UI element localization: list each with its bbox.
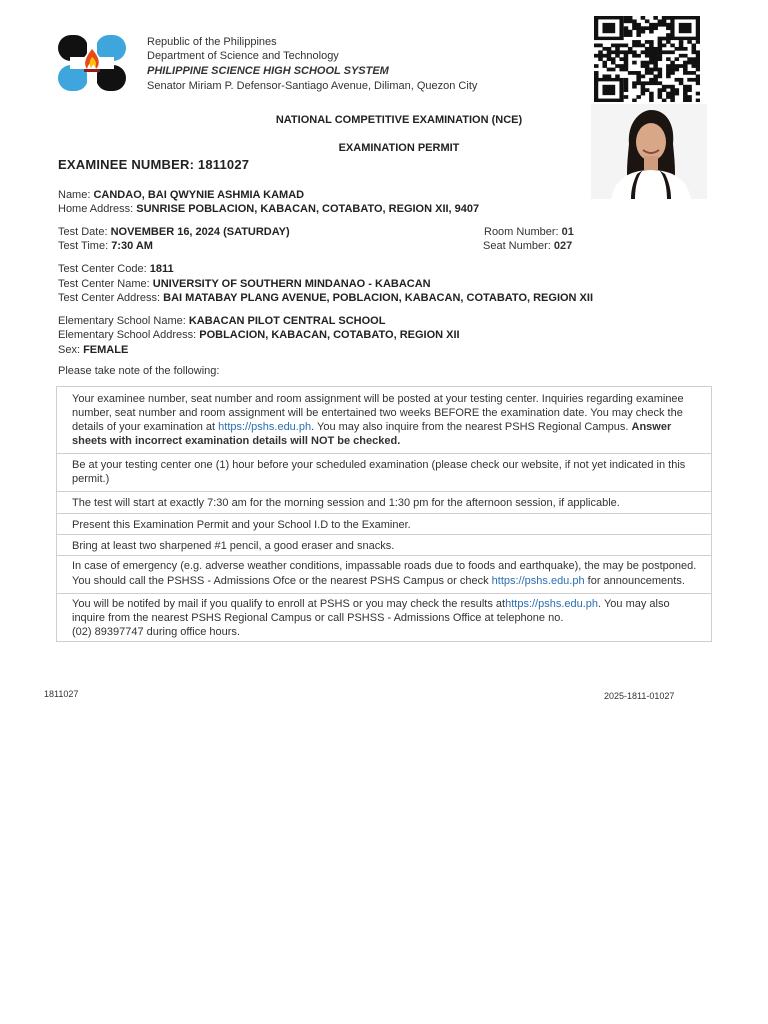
test-center-code-value: 1811 (149, 263, 174, 275)
examinee-number (58, 157, 249, 172)
test-center-name-row (58, 277, 431, 291)
seat-number-label: Seat Number: (483, 240, 554, 252)
note-1-text: Your examinee number, seat number and room assignment will be posted at your testing center. Inquiries regarding examinee number, seat number and room assignment will be entertained two weeks BEFORE the examination date. You may check the details of your examination at (72, 393, 684, 433)
room-number-label: Room Number: (484, 226, 562, 238)
school-address-row (58, 328, 460, 342)
pshs-logo (56, 33, 128, 93)
note-6-link[interactable]: https://pshs.edu.ph (491, 575, 585, 587)
note-1-bold: Answer sheets with incorrect examination details will NOT be checked. (72, 421, 672, 447)
notes-intro: Please take note of the following: (58, 365, 220, 377)
note-1-text-2: . You may also inquire from the nearest PSHS Regional Campus. (311, 421, 632, 433)
name-label: Name: (58, 189, 94, 201)
test-date-label: Test Date: (58, 226, 111, 238)
note-4: Present this Examination Permit and your School I.D to the Examiner. (57, 514, 711, 535)
seat-number-row (483, 239, 572, 253)
note-6 (57, 556, 711, 594)
note-7 (57, 594, 711, 642)
note-7-link[interactable]: https://pshs.edu.ph (505, 598, 599, 610)
examinee-number-value: 1811027 (197, 157, 250, 172)
sex-label: Sex: (58, 344, 84, 356)
note-5: Bring at least two sharpened #1 pencil, a good eraser and snacks. (57, 535, 711, 556)
note-6-text-2: for announcements. (584, 575, 685, 587)
note-1-link[interactable]: https://pshs.edu.ph (218, 421, 312, 433)
seat-number-value: 027 (553, 240, 573, 252)
header-department: Department of Science and Technology (147, 50, 339, 62)
home-address-row (58, 202, 479, 216)
test-time-value: 7:30 AM (111, 240, 153, 252)
test-center-code-row (58, 262, 174, 276)
home-address-value: SUNRISE POBLACION, KABACAN, COTABATO, REGION XII, 9407 (136, 203, 480, 215)
test-center-address-row (58, 291, 593, 305)
test-date-row (58, 225, 290, 239)
test-center-code-label: Test Center Code: (58, 263, 150, 275)
test-time-row (58, 239, 153, 253)
exam-title: NATIONAL COMPETITIVE EXAMINATION (NCE) (275, 114, 523, 126)
sex-row (58, 343, 128, 357)
room-number-value: 01 (561, 226, 574, 238)
note-6-text: In case of emergency (e.g. adverse weather conditions, impassable roads due to foods and earthquake), the may be postponed. You should call the PSHSS - Admissions Ofce or the nearest PSHS Campus or check (72, 560, 697, 587)
header-address: Senator Miriam P. Defensor-Santiago Avenue, Diliman, Quezon City (147, 80, 478, 92)
header-system: PHILIPPINE SCIENCE HIGH SCHOOL SYSTEM (147, 65, 389, 77)
name-value: CANDAO, BAI QWYNIE ASHMIA KAMAD (93, 189, 305, 201)
footer-permit-code: 2025-1811-01027 (604, 691, 675, 701)
room-number-row (484, 225, 574, 239)
examinee-number-label: EXAMINEE NUMBER: (58, 157, 198, 172)
school-address-label: Elementary School Address: (58, 329, 200, 341)
school-address-value: POBLACION, KABACAN, COTABATO, REGION XII (199, 329, 460, 341)
notes-box (56, 386, 712, 642)
test-time-label: Test Time: (58, 240, 112, 252)
note-3: The test will start at exactly 7:30 am for the morning session and 1:30 pm for the afternoon session, if applicable. (57, 492, 711, 514)
permit-title: EXAMINATION PERMIT (338, 142, 460, 154)
school-name-label: Elementary School Name: (58, 315, 189, 327)
note-2: Be at your testing center one (1) hour before your scheduled examination (please check our website, if not yet indicated in this permit.) (57, 454, 711, 492)
test-date-value: NOVEMBER 16, 2024 (SATURDAY) (110, 226, 290, 238)
test-center-address-value: BAI MATABAY PLANG AVENUE, POBLACION, KABACAN, COTABATO, REGION XII (163, 292, 594, 304)
school-name-value: KABACAN PILOT CENTRAL SCHOOL (188, 315, 386, 327)
footer-examinee-number: 1811027 (44, 689, 79, 699)
examinee-name-row (58, 188, 304, 202)
home-address-label: Home Address: (58, 203, 137, 215)
note-7-text: You will be notifed by mail if you qualify to enroll at PSHS or you may check the results at (72, 598, 506, 610)
note-7-phone: (02) 89397747 during office hours. (72, 626, 240, 638)
sex-value: FEMALE (83, 344, 129, 356)
note-7-text-2: . You may also inquire from the nearest PSHS Regional Campus or call PSHSS - Admissions Office at telephone no. (72, 598, 670, 624)
note-1 (57, 387, 711, 454)
header-republic: Republic of the Philippines (147, 36, 277, 48)
qr-code (594, 16, 700, 102)
test-center-name-label: Test Center Name: (58, 278, 153, 290)
school-name-row (58, 314, 385, 328)
test-center-name-value: UNIVERSITY OF SOUTHERN MINDANAO - KABACAN (152, 278, 431, 290)
test-center-address-label: Test Center Address: (58, 292, 164, 304)
